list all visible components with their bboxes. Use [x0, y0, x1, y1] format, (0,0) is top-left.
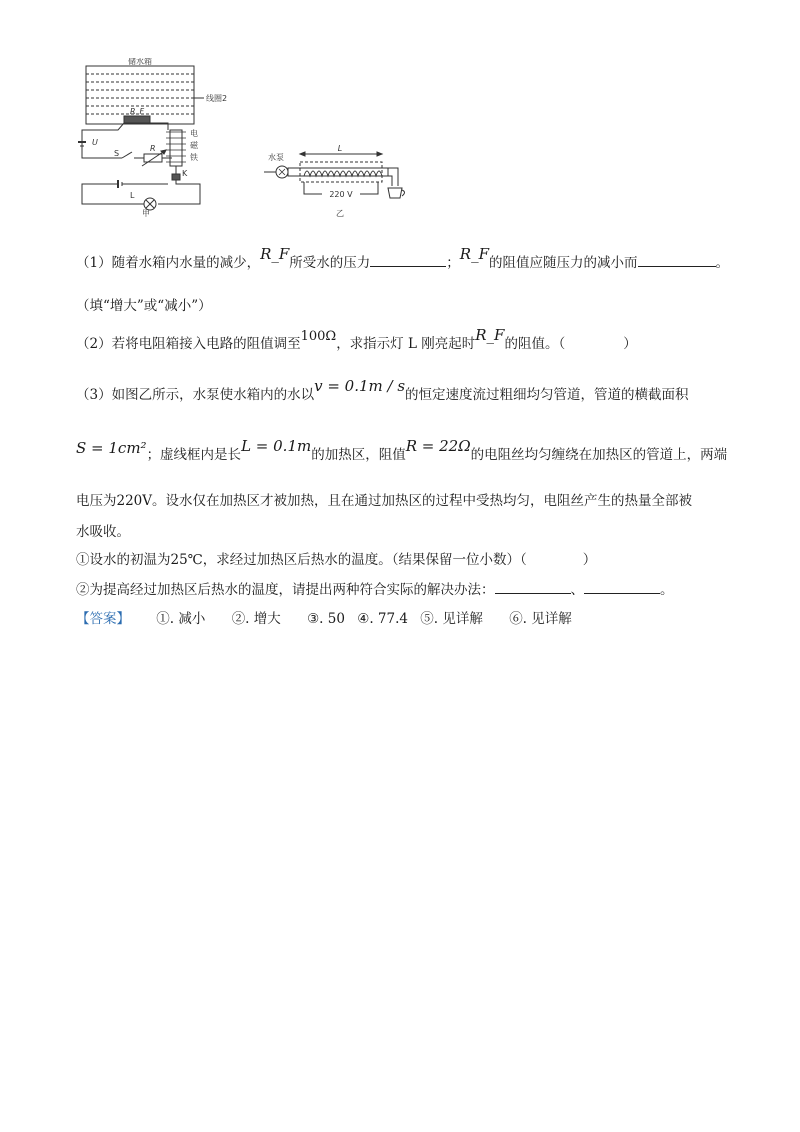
q3-line2-a: ；虚线框内是长 [146, 447, 242, 463]
q1-line [76, 245, 729, 271]
q3-line-3: 电压为220V。设水仅在加热区才被加热，且在通过加热区的过程中受热均匀，电阻丝产生的热量全部被 [76, 493, 693, 509]
resistance-value: 100Ω [300, 329, 337, 344]
q2-suffix: 的阻值。（ [504, 336, 566, 352]
area-formula: S = 1cm² [76, 439, 147, 457]
q1-hint: （填“增大”或“减小”） [76, 298, 212, 314]
answer-tag: 【答案】 [76, 611, 130, 627]
tank-label: 储水箱 [128, 58, 152, 66]
q3-sub2-sep: 、 [570, 582, 584, 598]
q2-close: ） [623, 336, 637, 352]
q3-line-1 [76, 377, 689, 403]
q3-line2-b: 的加热区，阻值 [311, 447, 406, 463]
length-label: L [337, 144, 343, 153]
electromagnet [170, 130, 182, 166]
answer-line [76, 607, 572, 627]
length-formula: L = 0.1m [241, 437, 312, 455]
q1-end: 。 [715, 255, 729, 271]
q3-blank-2[interactable] [584, 581, 660, 594]
caption-jia: 甲 [142, 209, 150, 218]
circuit-figures [78, 58, 438, 218]
q3-line1-suffix: 的恒定速度流过粗细均匀管道，管道的横截面积 [405, 387, 689, 403]
q1-prefix: （1）随着水箱内水量的减少， [76, 255, 261, 271]
q1-mid2: 的阻值应随压力的减小而 [489, 255, 638, 271]
rf-label: R_F [130, 107, 145, 116]
q3-sub1-text: ①设水的初温为25℃，求经过加热区后热水的温度。（结果保留一位小数）（ [76, 552, 527, 568]
q2-prefix: （2）若将电阻箱接入电路的阻值调至 [76, 336, 301, 352]
voltage-label: 220 V [329, 190, 353, 199]
q1-mid1: 所受水的压力 [289, 255, 371, 271]
q3-line2-c: 的电阻丝均匀缠绕在加热区的管道上，两端 [470, 447, 728, 463]
rf-symbol-2: R_F [459, 245, 489, 263]
q1-blank-1[interactable] [370, 254, 446, 267]
q2-mid: ，求指示灯 L 刚亮起时 [336, 336, 476, 352]
u-label: U [92, 138, 98, 147]
q3-blank-1[interactable] [495, 581, 571, 594]
q3-sub2-end: 。 [660, 582, 674, 598]
heating-zone [300, 162, 382, 182]
q3-sub-2 [76, 578, 674, 598]
q3-line-4: 水吸收。 [76, 524, 130, 540]
caption-yi: 乙 [336, 209, 344, 218]
k-label: K [182, 169, 188, 178]
magnet-label-1: 电 [190, 129, 198, 138]
magnet-label-2: 磁 [190, 141, 198, 150]
q3-line-2 [76, 437, 728, 463]
q3-sub2-text: ②为提高经过加热区后热水的温度，请提出两种符合实际的解决办法： [76, 582, 495, 598]
q3-sub-1 [76, 548, 596, 568]
answer-item: ⑥. 见详解 [509, 611, 572, 627]
r-label: R [150, 144, 156, 153]
q3-prefix: （3）如图乙所示，水泵使水箱内的水以 [76, 387, 315, 403]
q1-sep: ； [446, 255, 460, 271]
rf-symbol-3: R_F [475, 326, 505, 344]
rf-symbol: R_F [260, 245, 290, 263]
answer-item: ②. 增大 [231, 611, 281, 627]
magnet-label-3: 铁 [190, 153, 198, 162]
pump-label: 水泵 [268, 153, 284, 162]
q2-line [76, 326, 637, 352]
figure-area [78, 58, 438, 218]
coil-label: 线圈2 [206, 94, 228, 103]
q3-sub1-close: ） [582, 552, 597, 568]
answer-item: ④. 77.4 [357, 611, 408, 627]
l-label: L [130, 191, 135, 200]
velocity-formula: v = 0.1m / s [314, 377, 406, 395]
resistance-formula: R = 22Ω [405, 437, 471, 455]
s-label: S [114, 149, 120, 158]
q1-blank-2[interactable] [638, 254, 716, 267]
answer-item: ①. 减小 [156, 611, 206, 627]
pressure-sensor [124, 116, 150, 123]
answer-item: ⑤. 见详解 [420, 611, 483, 627]
answer-item: ③. 50 [307, 611, 345, 627]
